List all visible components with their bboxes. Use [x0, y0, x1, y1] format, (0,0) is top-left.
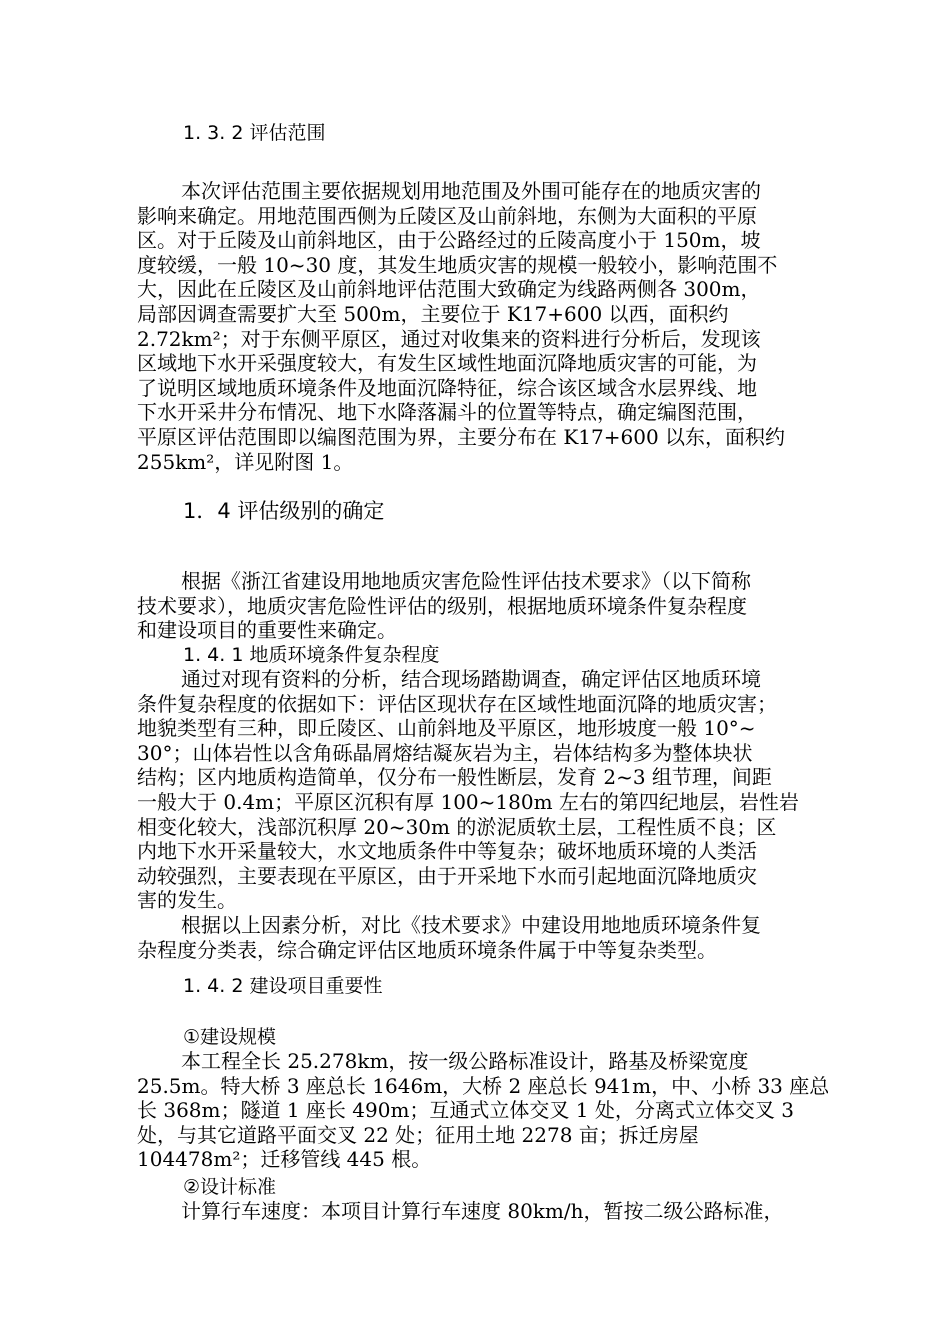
- section-heading-1-4-2: 1. 4. 2 建设项目重要性: [183, 975, 383, 997]
- section-heading-1-3-2: 1. 3. 2 评估范围: [183, 122, 326, 144]
- paragraph-line: 大，因此在丘陵区及山前斜地评估范围大致确定为线路两侧各 300m，: [137, 277, 761, 302]
- label-construction-scale: ①建设规模: [183, 1026, 277, 1048]
- paragraph-line: 条件复杂程度的依据如下：评估区现状存在区域性地面沉降的地质灾害；: [137, 691, 777, 716]
- paragraph-line: 255km²，详见附图 1。: [137, 449, 354, 474]
- paragraph-line: 104478m²；迁移管线 445 根。: [137, 1147, 432, 1172]
- paragraph-line: 25.5m。特大桥 3 座总长 1646m，大桥 2 座总长 941m，中、小桥 33 座总: [137, 1073, 830, 1098]
- paragraph-line: 区域地下水开采强度较大，有发生区域性地面沉降地质灾害的可能，为: [137, 351, 757, 376]
- label-design-speed: 计算行车速度：: [181, 1199, 321, 1223]
- paragraph-line: 一般大于 0.4m；平原区沉积有厚 100~180m 左右的第四纪地层，岩性岩: [137, 789, 799, 814]
- paragraph-line: 动较强烈，主要表现在平原区，由于开采地下水而引起地面沉降地质灾: [137, 863, 757, 888]
- paragraph-line: 本工程全长 25.278km，按一级公路标准设计，路基及桥梁宽度: [181, 1049, 749, 1073]
- paragraph-line: 内地下水开采量较大，水文地质条件中等复杂；破坏地质环境的人类活: [137, 839, 757, 864]
- paragraph-line: 影响来确定。用地范围西侧为丘陵区及山前斜地，东侧为大面积的平原: [137, 203, 757, 228]
- paragraph-line: 杂程度分类表，综合确定评估区地质环境条件属于中等复杂类型。: [137, 937, 717, 962]
- paragraph-line: 局部因调查需要扩大至 500m，主要位于 K17+600 以西，面积约: [137, 301, 729, 326]
- paragraph-line: 度较缓，一般 10~30 度，其发生地质灾害的规模一般较小，影响范围不: [137, 252, 778, 277]
- section-heading-1-4: 1．4 评估级别的确定: [183, 499, 385, 523]
- paragraph-line: 2.72km²；对于东侧平原区，通过对收集来的资料进行分析后，发现该: [137, 326, 761, 351]
- paragraph-line: 技术要求），地质灾害危险性评估的级别，根据地质环境条件复杂程度: [137, 593, 747, 618]
- paragraph-line: 下水开采井分布情况、地下水降落漏斗的位置等特点，确定编图范围，: [137, 400, 757, 425]
- paragraph-line: 通过对现有资料的分析，结合现场踏勘调查，确定评估区地质环境: [181, 667, 761, 691]
- paragraph-line: 处，与其它道路平面交叉 22 处；征用土地 2278 亩；拆迁房屋: [137, 1122, 699, 1147]
- paragraph-line: 平原区评估范围即以编图范围为界，主要分布在 K17+600 以东，面积约: [137, 424, 786, 449]
- paragraph-line: 地貌类型有三种，即丘陵区、山前斜地及平原区，地形坡度一般 10°~: [137, 716, 756, 741]
- paragraph-line: 相变化较大，浅部沉积厚 20~30m 的淤泥质软土层，工程性质不良；区: [137, 814, 777, 839]
- paragraph-line: 区。对于丘陵及山前斜地区，由于公路经过的丘陵高度小于 150m，坡: [137, 228, 761, 253]
- paragraph-assessment-scope: [137, 179, 839, 474]
- paragraph-line: 害的发生。: [137, 888, 237, 913]
- design-speed-text: 本项目计算行车速度 80km/h，暂按二级公路标准，: [321, 1199, 784, 1223]
- section-heading-1-4-1: 1. 4. 1 地质环境条件复杂程度: [183, 644, 440, 666]
- label-design-standard: ②设计标准: [183, 1176, 277, 1198]
- paragraph-line: 长 368m；隧道 1 座长 490m；互通式立体交叉 1 处，分离式立体交叉 3: [137, 1098, 794, 1123]
- paragraph-line: 和建设项目的重要性来确定。: [137, 618, 397, 643]
- paragraph-complexity-conclusion: [137, 913, 839, 962]
- paragraph-line: 结构；区内地质构造简单，仅分布一般性断层，发育 2~3 组节理，间距: [137, 765, 772, 790]
- paragraph-line: 本次评估范围主要依据规划用地范围及外围可能存在的地质灾害的: [181, 179, 761, 203]
- paragraph-line: 根据《浙江省建设用地地质灾害危险性评估技术要求》（以下简称: [181, 569, 751, 593]
- paragraph-construction-scale: [137, 1049, 839, 1172]
- paragraph-design-speed: [137, 1199, 839, 1224]
- paragraph-line: 根据以上因素分析，对比《技术要求》中建设用地地质环境条件复: [181, 913, 761, 937]
- paragraph-assessment-level: [137, 569, 839, 643]
- paragraph-line: 了说明区域地质环境条件及地面沉降特征，综合该区域含水层界线、地: [137, 375, 757, 400]
- paragraph-geological-complexity: [137, 667, 839, 913]
- paragraph-line: 30°；山体岩性以含角砾晶屑熔结凝灰岩为主，岩体结构多为整体块状: [137, 740, 753, 765]
